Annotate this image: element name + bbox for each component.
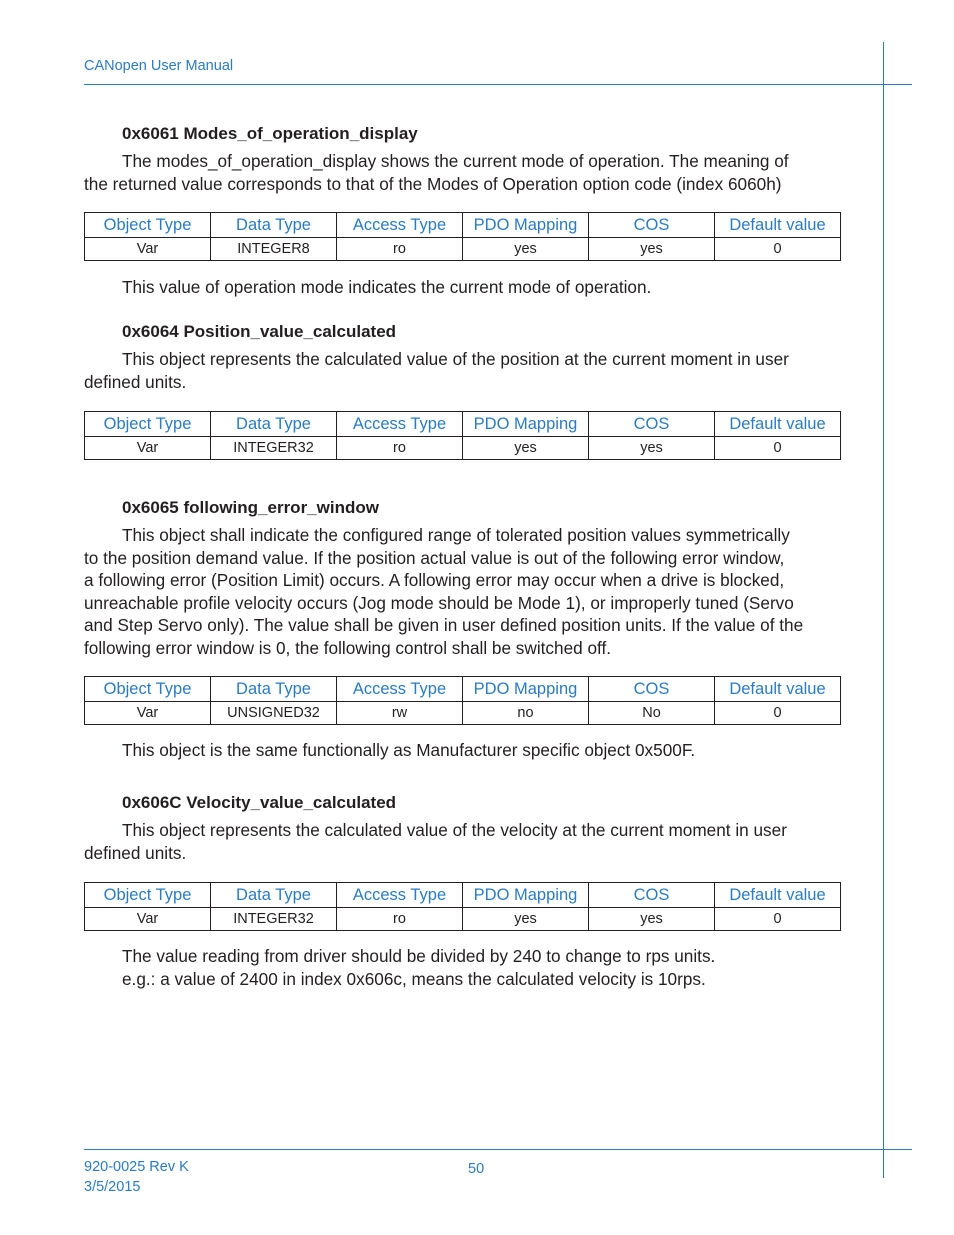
column-header-cos: COS xyxy=(589,213,715,238)
table-header-row xyxy=(85,412,841,437)
column-header-pdo-mapping: PDO Mapping xyxy=(463,213,589,238)
section-606c xyxy=(84,792,874,864)
column-header-data-type: Data Type xyxy=(211,883,337,908)
cell-pdo-mapping: yes xyxy=(463,238,589,261)
table-row xyxy=(85,908,841,931)
column-header-access-type: Access Type xyxy=(337,883,463,908)
paragraph-line: to the position demand value. If the position actual value is out of the following error window, xyxy=(84,547,785,568)
object-table-6061 xyxy=(84,212,841,261)
cell-data-type: INTEGER32 xyxy=(211,908,337,931)
cell-default-value: 0 xyxy=(715,437,841,460)
column-header-pdo-mapping: PDO Mapping xyxy=(463,412,589,437)
footer-doc-info xyxy=(84,1157,189,1197)
cell-data-type: UNSIGNED32 xyxy=(211,702,337,725)
cell-default-value: 0 xyxy=(715,238,841,261)
column-header-data-type: Data Type xyxy=(211,213,337,238)
cell-cos: No xyxy=(589,702,715,725)
section-heading: 0x6064 Position_value_calculated xyxy=(122,322,397,341)
header-rule xyxy=(84,84,912,85)
paragraph-line: a following error (Position Limit) occurs. A following error may occur when a drive is blocked, xyxy=(84,570,785,590)
section-paragraph xyxy=(84,150,874,195)
section-paragraph xyxy=(84,819,874,864)
column-header-cos: COS xyxy=(589,412,715,437)
cell-default-value: 0 xyxy=(715,702,841,725)
cell-cos: yes xyxy=(589,238,715,261)
column-header-default-value: Default value xyxy=(715,213,841,238)
section-heading: 0x6061 Modes_of_operation_display xyxy=(122,124,418,143)
column-header-cos: COS xyxy=(589,677,715,702)
object-table-6065 xyxy=(84,676,841,725)
object-table-606c xyxy=(84,882,841,931)
cell-data-type: INTEGER8 xyxy=(211,238,337,261)
paragraph-line: This object shall indicate the configured range of tolerated position values symmetrically xyxy=(122,525,790,545)
section-6065 xyxy=(84,497,884,659)
section-paragraph xyxy=(84,524,884,659)
section-6064 xyxy=(84,321,874,393)
page-number: 50 xyxy=(468,1161,485,1177)
footer-rule xyxy=(84,1149,912,1150)
footer-date: 3/5/2015 xyxy=(84,1179,141,1195)
cell-pdo-mapping: yes xyxy=(463,908,589,931)
cell-access-type: rw xyxy=(337,702,463,725)
table-header-row xyxy=(85,677,841,702)
section-heading: 0x6065 following_error_window xyxy=(122,498,379,517)
cell-default-value: 0 xyxy=(715,908,841,931)
column-header-access-type: Access Type xyxy=(337,213,463,238)
column-header-cos: COS xyxy=(589,883,715,908)
column-header-object-type: Object Type xyxy=(85,213,211,238)
paragraph-line: the returned value corresponds to that of the Modes of Operation option code (index 6060h) xyxy=(84,173,782,194)
table-row xyxy=(85,238,841,261)
column-header-object-type: Object Type xyxy=(85,412,211,437)
cell-cos: yes xyxy=(589,908,715,931)
column-header-access-type: Access Type xyxy=(337,677,463,702)
column-header-default-value: Default value xyxy=(715,883,841,908)
section-6061 xyxy=(84,123,874,195)
paragraph-line: and Step Servo only). The value shall be given in user defined position units. If the value of the xyxy=(84,615,804,635)
section-note: This object is the same functionally as Manufacturer specific object 0x500F. xyxy=(122,740,696,760)
cell-cos: yes xyxy=(589,437,715,460)
column-header-access-type: Access Type xyxy=(337,412,463,437)
section-note xyxy=(122,945,715,990)
section-note: This value of operation mode indicates the current mode of operation. xyxy=(122,277,652,297)
cell-object-type: Var xyxy=(85,238,211,261)
cell-pdo-mapping: yes xyxy=(463,437,589,460)
cell-object-type: Var xyxy=(85,702,211,725)
note-line: The value reading from driver should be divided by 240 to change to rps units. xyxy=(122,946,716,966)
footer-doc-number: 920-0025 Rev K xyxy=(84,1159,189,1175)
column-header-pdo-mapping: PDO Mapping xyxy=(463,677,589,702)
column-header-object-type: Object Type xyxy=(85,883,211,908)
cell-access-type: ro xyxy=(337,238,463,261)
column-header-pdo-mapping: PDO Mapping xyxy=(463,883,589,908)
cell-access-type: ro xyxy=(337,908,463,931)
column-header-data-type: Data Type xyxy=(211,412,337,437)
table-header-row xyxy=(85,883,841,908)
paragraph-line: This object represents the calculated value of the position at the current moment in user xyxy=(122,349,789,369)
note-line: e.g.: a value of 2400 in index 0x606c, means the calculated velocity is 10rps. xyxy=(122,968,706,989)
paragraph-line: defined units. xyxy=(84,842,187,863)
paragraph-line: This object represents the calculated value of the velocity at the current moment in user xyxy=(122,820,787,840)
header-title: CANopen User Manual xyxy=(84,58,234,74)
column-header-default-value: Default value xyxy=(715,677,841,702)
paragraph-line: defined units. xyxy=(84,371,187,392)
paragraph-line: following error window is 0, the following control shall be switched off. xyxy=(84,637,612,658)
cell-pdo-mapping: no xyxy=(463,702,589,725)
cell-object-type: Var xyxy=(85,437,211,460)
cell-data-type: INTEGER32 xyxy=(211,437,337,460)
paragraph-line: unreachable profile velocity occurs (Jog mode should be Mode 1), or improperly tuned (Servo xyxy=(84,592,794,613)
table-row xyxy=(85,702,841,725)
table-row xyxy=(85,437,841,460)
paragraph-line: The modes_of_operation_display shows the current mode of operation. The meaning of xyxy=(122,151,789,171)
column-header-default-value: Default value xyxy=(715,412,841,437)
cell-access-type: ro xyxy=(337,437,463,460)
section-paragraph xyxy=(84,348,874,393)
column-header-data-type: Data Type xyxy=(211,677,337,702)
object-table-6064 xyxy=(84,411,841,460)
table-header-row xyxy=(85,213,841,238)
cell-object-type: Var xyxy=(85,908,211,931)
column-header-object-type: Object Type xyxy=(85,677,211,702)
section-heading: 0x606C Velocity_value_calculated xyxy=(122,793,397,812)
